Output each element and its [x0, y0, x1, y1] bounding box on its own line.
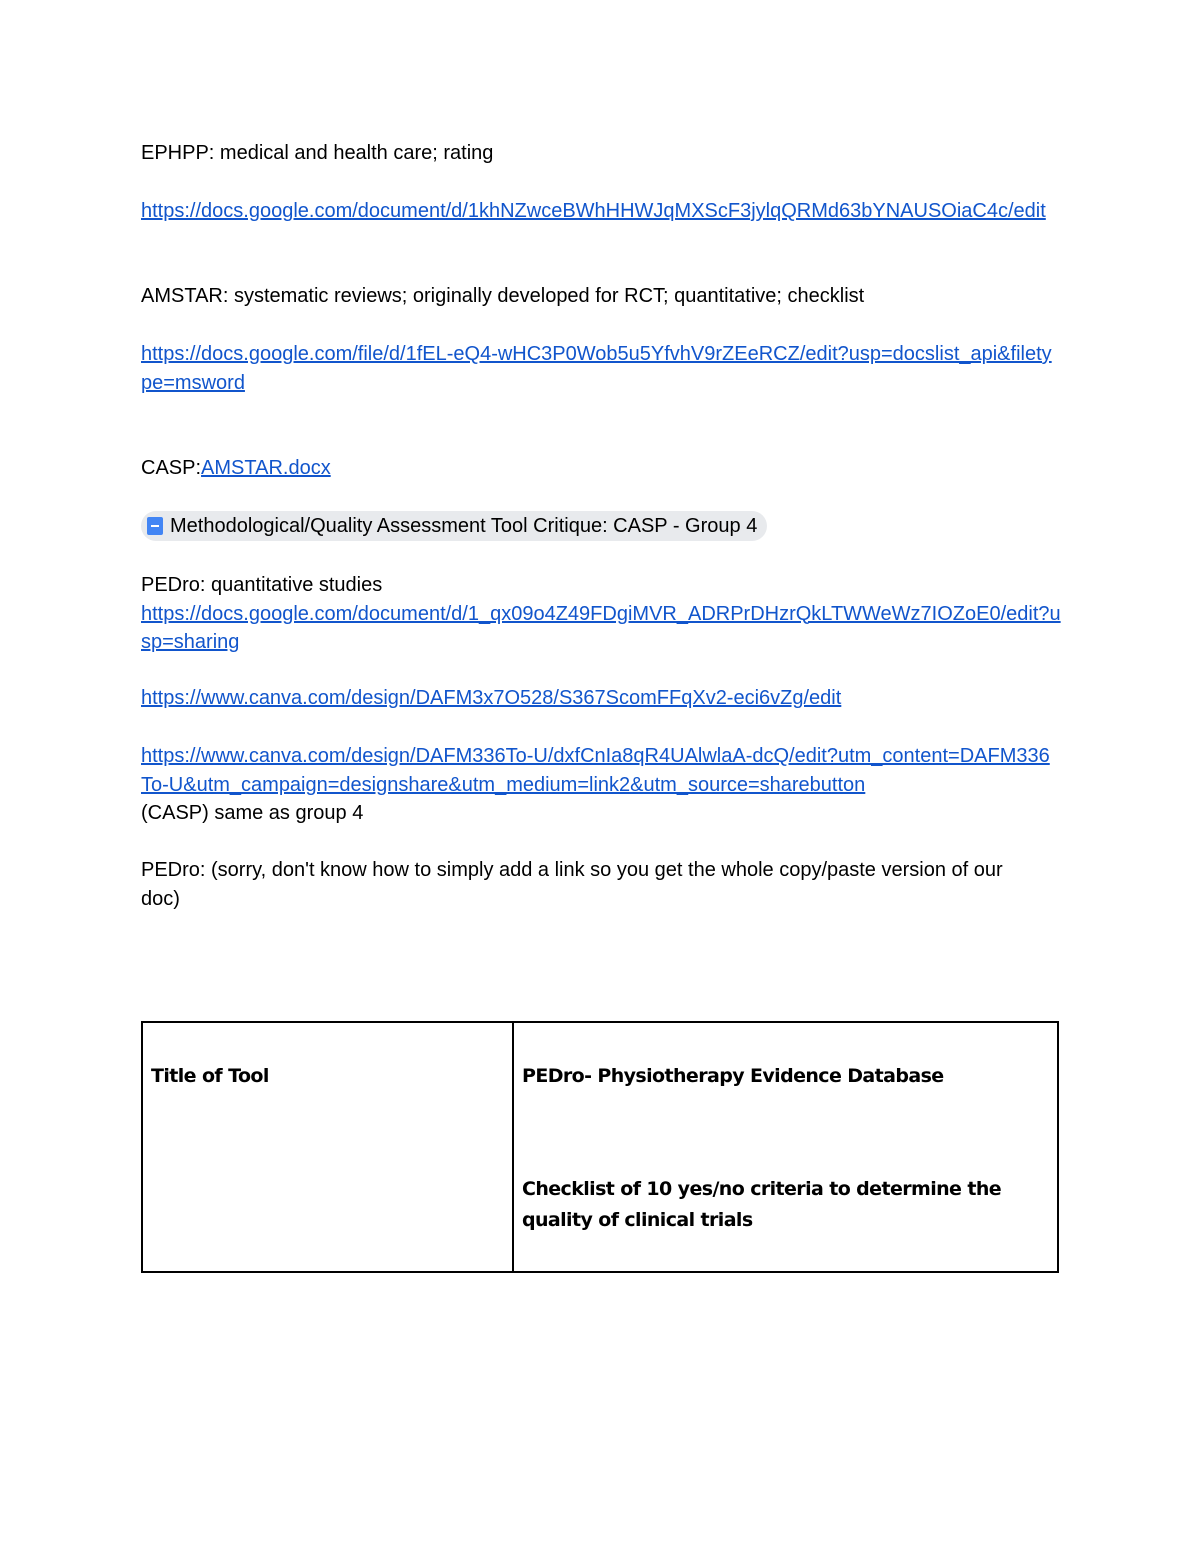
google-docs-icon: [147, 517, 163, 535]
table-row: [142, 1022, 1058, 1272]
ephpp-link[interactable]: https://docs.google.com/document/d/1khNZwceBWhHHWJqMXScF3jylqQRMd63bYNAUSOiaC4c/edit: [141, 200, 1046, 222]
cell-spacer: [522, 1092, 1049, 1174]
tool-description: Checklist of 10 yes/no criteria to determine the quality of clinical trials: [522, 1178, 1002, 1231]
canva-paragraph-1: [141, 684, 1061, 713]
chip-label: Methodological/Quality Assessment Tool Critique: CASP - Group 4: [170, 514, 758, 537]
canva-link-2[interactable]: https://www.canva.com/design/DAFM336To-U/dxfCnIa8qR4UAlwlaA-dcQ/edit?utm_content=DAFM336To-U&utm_campaign=designshare&utm_medium=link2&utm_source=sharebutton: [141, 745, 1050, 796]
title-of-tool-label: Title of Tool: [151, 1065, 269, 1087]
canva-paragraph-2: [141, 742, 1061, 828]
amstar-paragraph-link: [141, 340, 1061, 397]
casp-note: (CASP) same as group 4: [141, 802, 364, 824]
amstar-docx-link[interactable]: AMSTAR.docx: [201, 457, 331, 479]
document-smart-chip[interactable]: [141, 511, 767, 541]
ephpp-paragraph-link: [141, 197, 1061, 226]
pedro-paragraph: [141, 571, 1061, 657]
pedro-link[interactable]: https://docs.google.com/document/d/1_qx09o4Z49FDgiMVR_ADRPrDHzrQkLTWWeWz7IOZoE0/edit?usp=sharing: [141, 602, 1061, 653]
canva-link-1[interactable]: https://www.canva.com/design/DAFM3x7O528/S367ScomFFqXv2-eci6vZg/edit: [141, 687, 842, 709]
casp-prefix: CASP:: [141, 457, 202, 479]
tool-title: PEDro- Physiotherapy Evidence Database: [522, 1065, 944, 1087]
amstar-paragraph: AMSTAR: systematic reviews; originally developed for RCT; quantitative; checklist: [141, 285, 865, 307]
tool-table: [141, 1021, 1059, 1273]
casp-paragraph: [141, 454, 1061, 483]
cell-value-content: [514, 1023, 1057, 1236]
table-cell-value: [513, 1022, 1058, 1272]
ephpp-paragraph: EPHPP: medical and health care; rating: [141, 142, 494, 164]
amstar-link[interactable]: https://docs.google.com/file/d/1fEL-eQ4-wHC3P0Wob5u5YfvhV9rZEeRCZ/edit?usp=docslist_api&filetype=msword: [141, 343, 1052, 394]
pedro-note-paragraph: PEDro: (sorry, don't know how to simply add a link so you get the whole copy/paste version of our doc): [141, 859, 1003, 910]
table-cell-label: [142, 1022, 513, 1272]
pedro-text: PEDro: quantitative studies: [141, 574, 383, 596]
